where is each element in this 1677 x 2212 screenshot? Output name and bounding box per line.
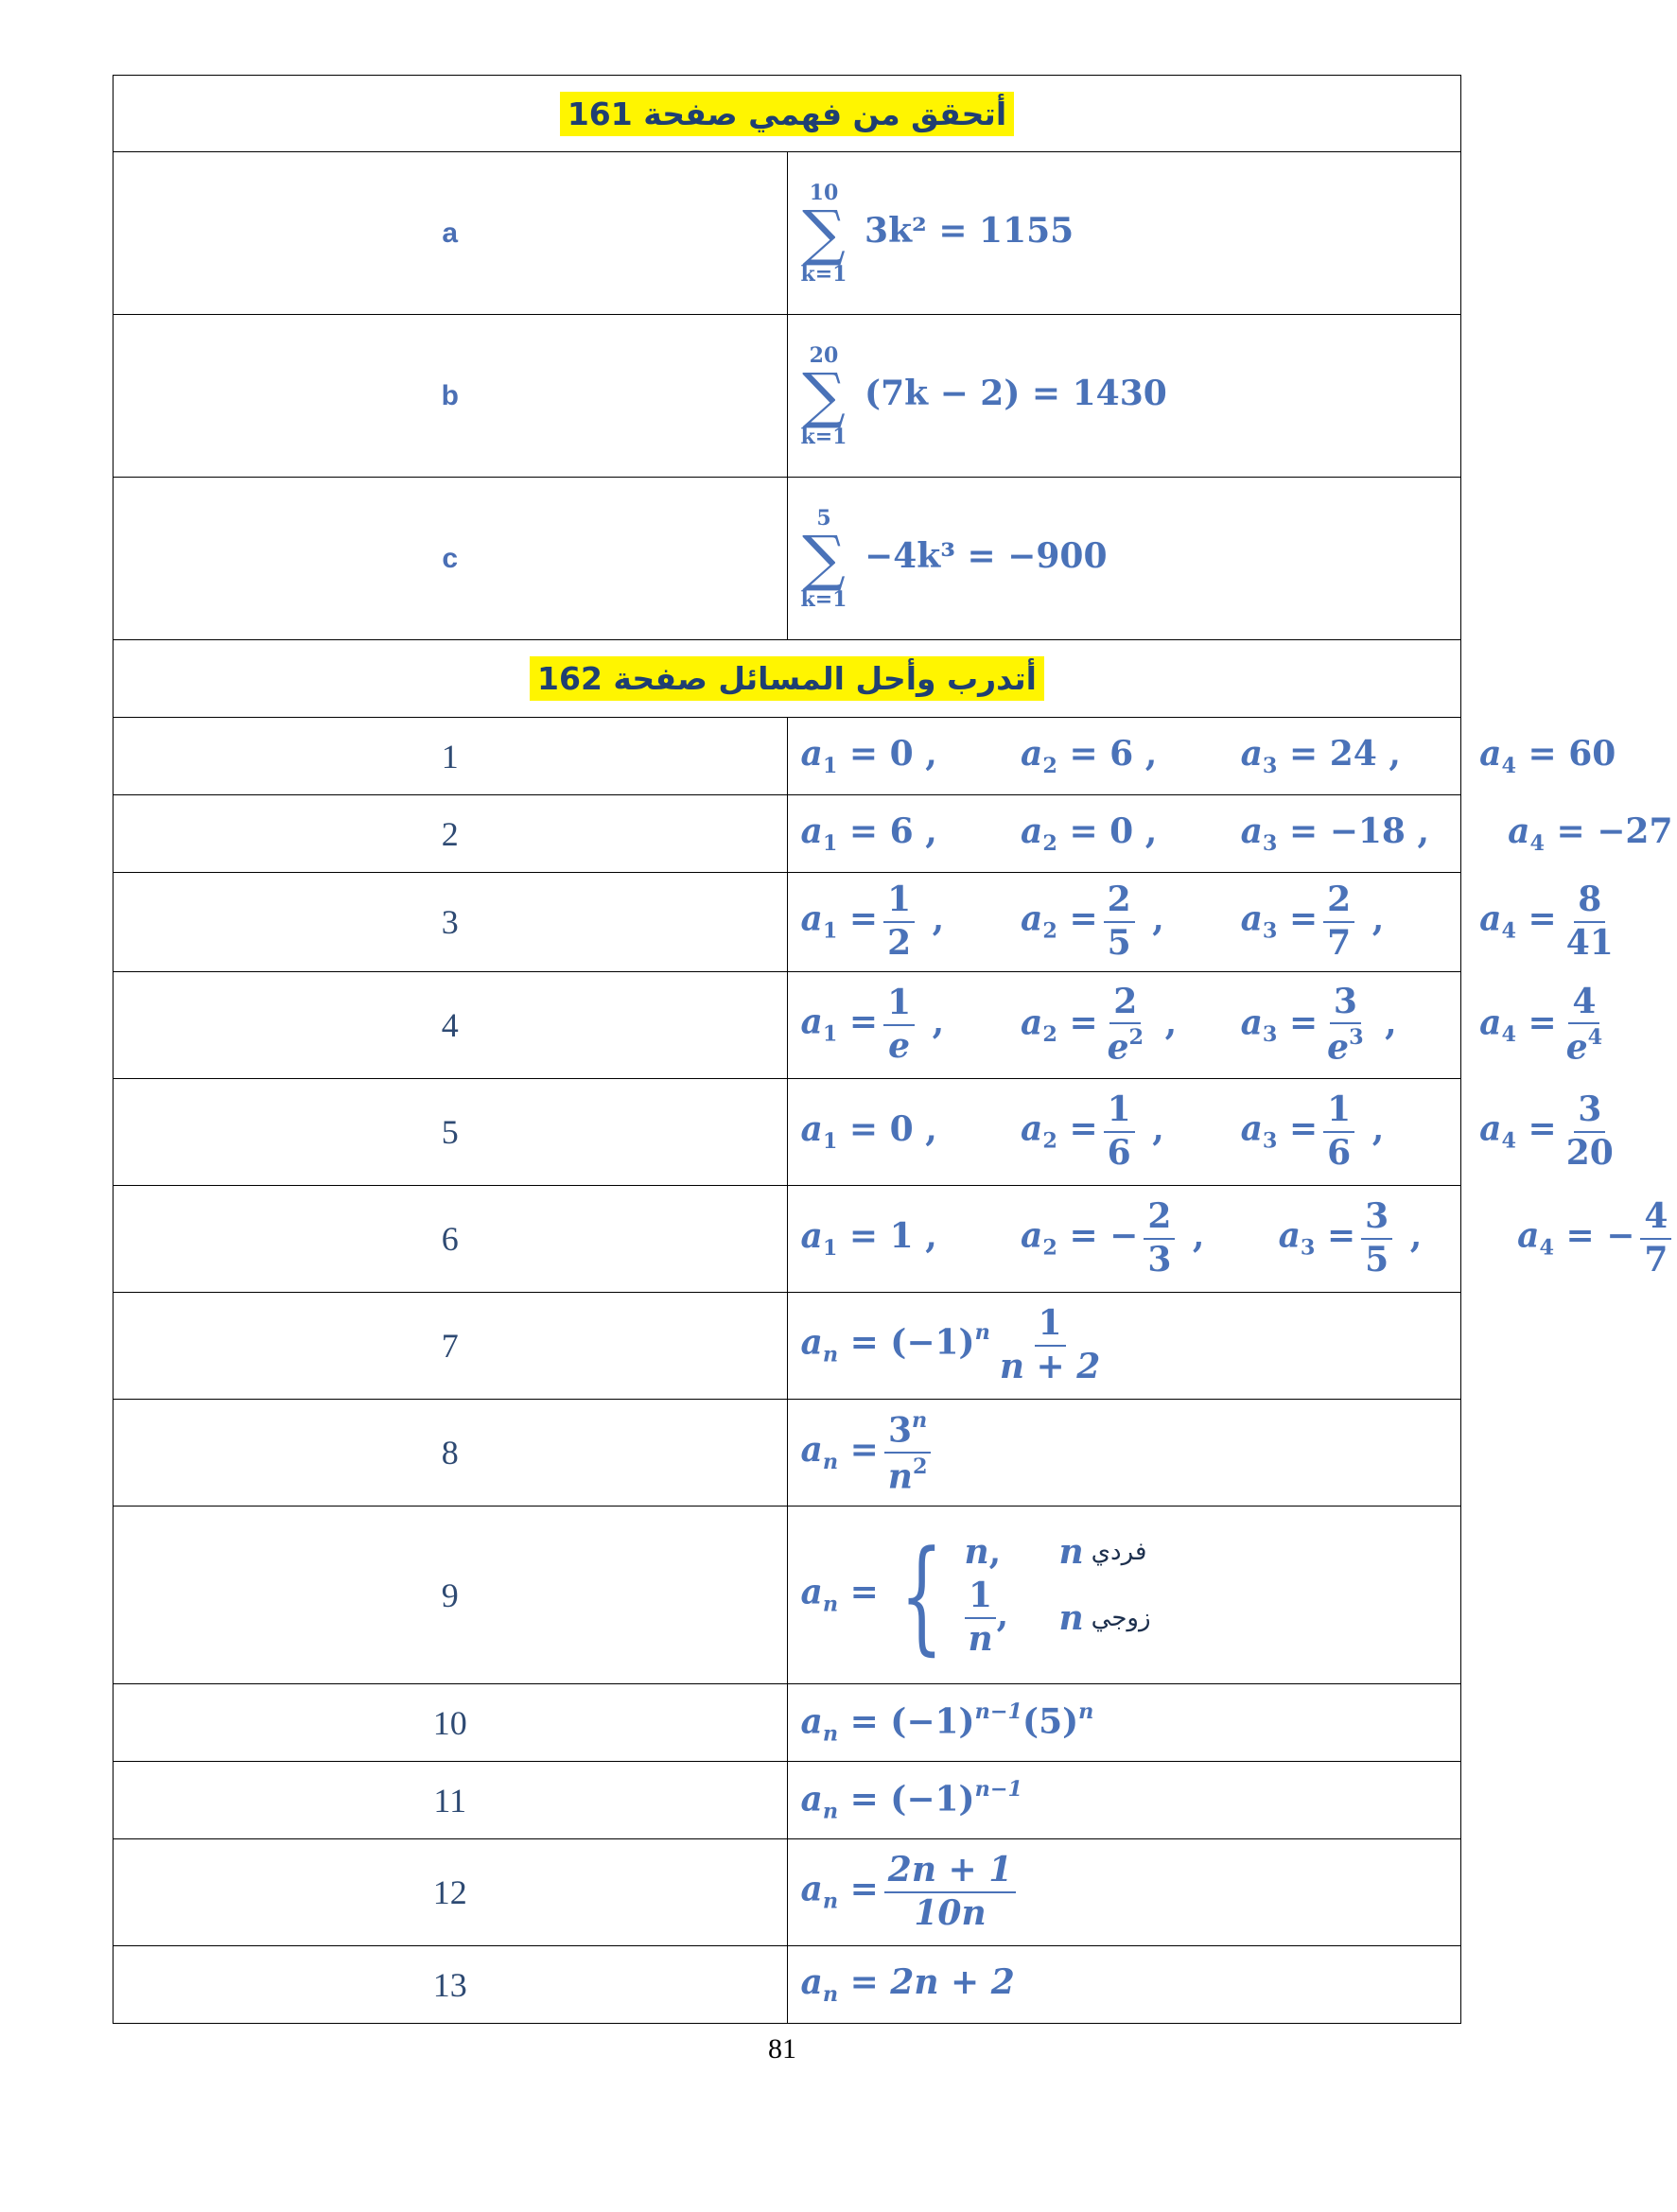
row-label: 9 xyxy=(114,1507,788,1684)
answer-formula: $a_n = (-1)^n$ $\frac{1}{n + 2}$ xyxy=(787,1293,1461,1400)
sum-formula xyxy=(787,478,1461,640)
row-label: 6 xyxy=(114,1186,788,1293)
row-label: a xyxy=(114,152,788,315)
row-label: b xyxy=(114,315,788,478)
row-label: 5 xyxy=(114,1079,788,1186)
sum-expression: 3k² = 1155 xyxy=(865,210,1074,251)
answer-row-3 xyxy=(114,873,1461,972)
answer-row-8 xyxy=(114,1400,1461,1507)
sum-row-b xyxy=(114,315,1461,478)
answer-row-11 xyxy=(114,1762,1461,1839)
answer-formula: $a_1$ = $\frac{1}{e}$ , $a_2$ = $\frac{2}{e^2}$ , $a_3$ = $\frac{3}{e^3}$ , $a_4$ = $\frac{4}{e^4}$ xyxy=(787,972,1461,1079)
row-label: 1 xyxy=(114,718,788,795)
row-label: 7 xyxy=(114,1293,788,1400)
answer-row-2 xyxy=(114,795,1461,873)
answer-row-6 xyxy=(114,1186,1461,1293)
answer-formula: $a_1 = 1$ , $a_2$ = − $\frac{2}{3}$ , $a_3$ = $\frac{3}{5}$ , $a_4$ = − $\frac{4}{7}$ xyxy=(787,1186,1461,1293)
sum-expression: −4k³ = −900 xyxy=(865,535,1108,576)
answer-row-13 xyxy=(114,1946,1461,2024)
row-label: 13 xyxy=(114,1946,788,2024)
answer-formula: $a_n$ = { n, n فردي $\frac{1}{n}$ , n زوجي xyxy=(787,1507,1461,1684)
answer-formula: $a_1$ = $\frac{1}{2}$ , $a_2$ = $\frac{2}{5}$ , $a_3$ = $\frac{2}{7}$ , $a_4$ = $\frac{8}{41}$ xyxy=(787,873,1461,972)
answer-row-12 xyxy=(114,1839,1461,1946)
sum-formula xyxy=(787,152,1461,315)
summation-operator: 20 ∑ k=1 xyxy=(800,342,847,449)
sigma-icon: ∑ xyxy=(802,360,846,431)
row-label: 11 xyxy=(114,1762,788,1839)
sum-formula xyxy=(787,315,1461,478)
page-number: 81 xyxy=(768,2033,796,2064)
header-row-2 xyxy=(114,640,1461,718)
row-label: 12 xyxy=(114,1839,788,1946)
answer-formula: $a_1 = 0$ , $a_2 = 6$ , $a_3 = 24$ , $a_4 = 60$ xyxy=(787,718,1461,795)
answer-row-4 xyxy=(114,972,1461,1079)
answer-formula: $a_n = (-1)^{n-1}$ xyxy=(787,1762,1461,1839)
answer-row-9 xyxy=(114,1507,1461,1684)
row-label: 3 xyxy=(114,873,788,972)
answer-row-5 xyxy=(114,1079,1461,1186)
summation-operator: 10 ∑ k=1 xyxy=(800,180,847,287)
section-title-162: أتدرب وأحل المسائل صفحة 162 xyxy=(530,656,1044,701)
sum-expression: (7k − 2) = 1430 xyxy=(865,373,1167,413)
answer-row-10 xyxy=(114,1684,1461,1762)
summation-operator: 5 ∑ k=1 xyxy=(800,505,847,612)
answer-row-7 xyxy=(114,1293,1461,1400)
sum-row-a xyxy=(114,152,1461,315)
row-label: 8 xyxy=(114,1400,788,1507)
answer-formula: $a_1 = 0$ , $a_2$ = $\frac{1}{6}$ , $a_3$ = $\frac{1}{6}$ , $a_4$ = $\frac{3}{20}$ xyxy=(787,1079,1461,1186)
answer-formula: $a_n$ = $\frac{2n + 1}{10n}$ xyxy=(787,1839,1461,1946)
brace-icon: { xyxy=(900,1523,943,1667)
row-label: c xyxy=(114,478,788,640)
sigma-icon: ∑ xyxy=(802,523,846,594)
answer-row-1 xyxy=(114,718,1461,795)
answer-formula: $a_n$ = $\frac{3^n}{n^2}$ xyxy=(787,1400,1461,1507)
sum-row-c xyxy=(114,478,1461,640)
section-title-161: أتحقق من فهمي صفحة 161 xyxy=(560,92,1014,136)
row-label: 10 xyxy=(114,1684,788,1762)
answer-formula: $a_n = (-1)^{n-1}(5)^n$ xyxy=(787,1684,1461,1762)
piecewise-cases: n, n فردي $\frac{1}{n}$ , n زوجي xyxy=(964,1531,1151,1659)
sigma-icon: ∑ xyxy=(802,198,846,269)
answer-formula: $a_n = 2n + 2$ xyxy=(787,1946,1461,2024)
answer-formula: $a_1 = 6$ , $a_2 = 0$ , $a_3 = -18$ , $a_4 = -27$ xyxy=(787,795,1461,873)
answers-table xyxy=(113,75,1673,2024)
header-row-1 xyxy=(114,76,1461,152)
row-label: 2 xyxy=(114,795,788,873)
row-label: 4 xyxy=(114,972,788,1079)
